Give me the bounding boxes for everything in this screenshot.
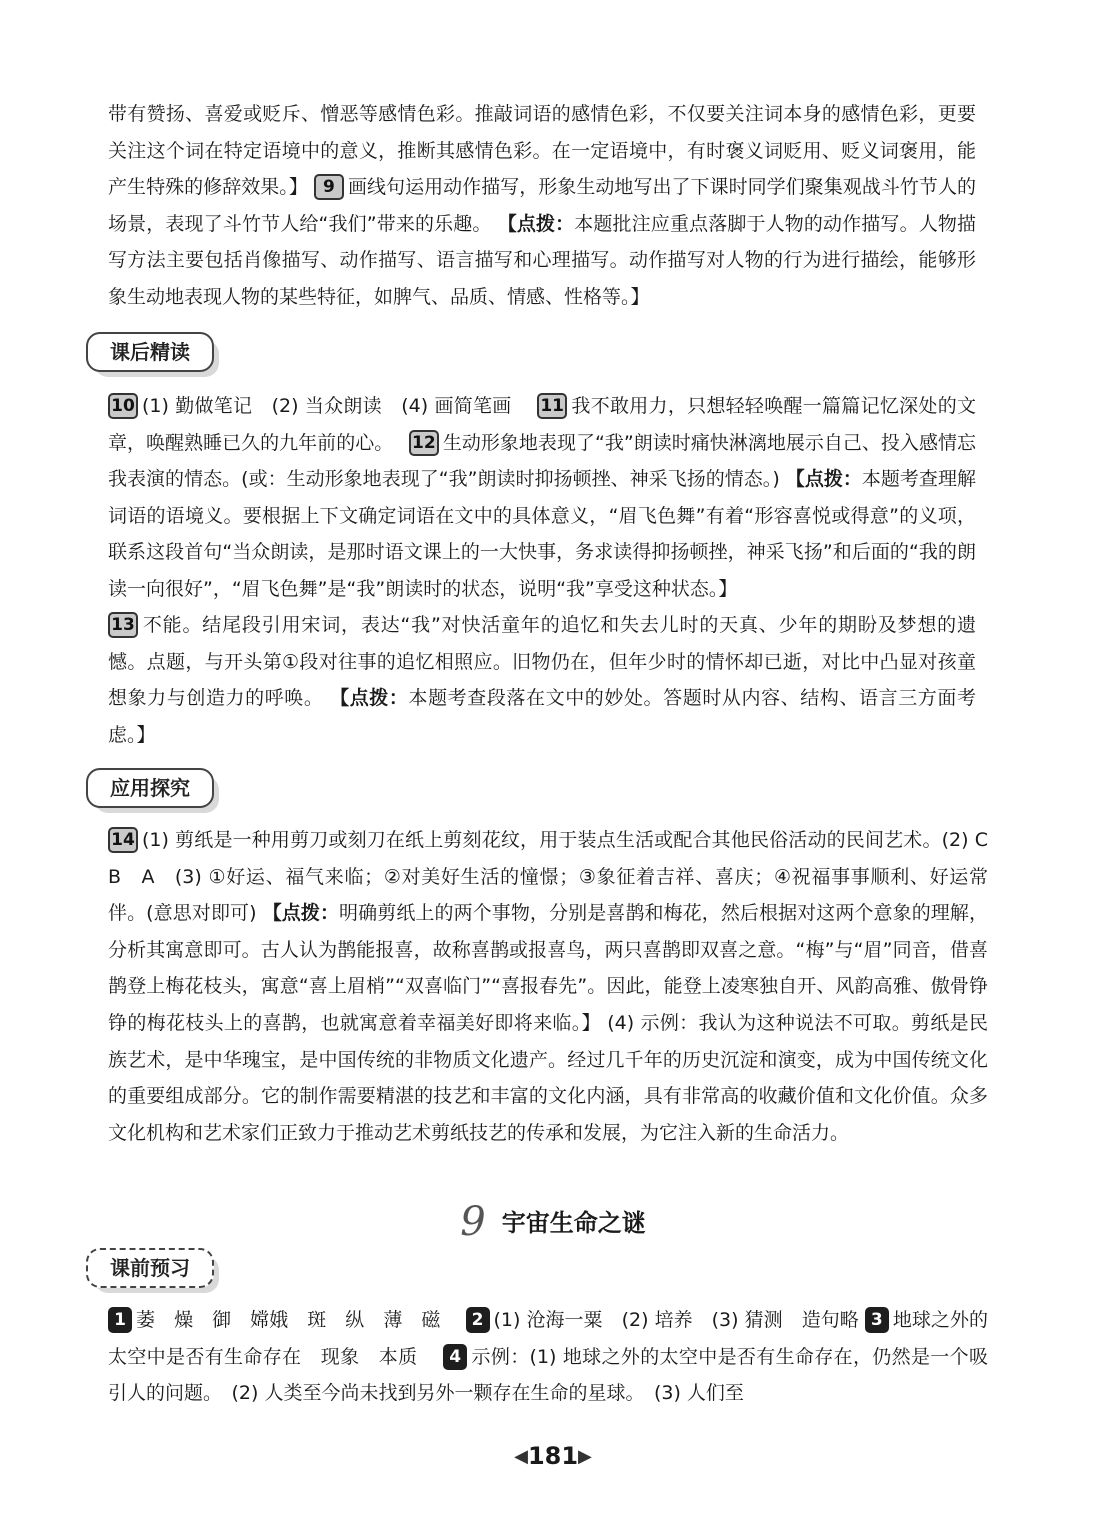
section3-paragraph <box>108 1302 988 1412</box>
question-number-9: 9 <box>314 174 344 200</box>
q9-tip-text: 本题批注应重点落脚于人物的动作描写。人物描写方法主要包括肖像描写、动作描写、语言描写和心理描写。动作描写对人物的行为进行描绘，能够形象生动地表现人物的某些特征，如脾气、品质、情感、性格等。】 <box>108 212 976 308</box>
page-number-value: 181 <box>527 1442 579 1470</box>
section-label-application: 应用探究 <box>86 768 214 808</box>
q12-tip-text: 本题考查理解词语的语境义。要根据上下文确定词语在文中的具体意义，“眉飞色舞”有着“形容喜悦或得意”的义项，联系这段首句“当众朗读，是那时语文课上的一大快事，务求读得抑扬顿挫，神采飞扬”和后面的“我的朗读一向很好”，“眉飞色舞”是“我”朗读时的状态，说明“我”享受这种状态。】 <box>108 468 976 600</box>
question-number-2: 2 <box>466 1307 490 1333</box>
q1-answer: 萎 燥 御 嫦娥 斑 纵 薄 磁 <box>136 1309 441 1331</box>
q3-answer: 地球之外的太空中是否有生命存在 现象 本质 <box>108 1309 988 1368</box>
intro-text: 带有赞扬、喜爱或贬斥、憎恶等感情色彩。推敲词语的感情色彩，不仅要关注词本身的感情色彩，更要关注这个词在特定语境中的意义，推断其感情色彩。在一定语境中，有时褒义词贬用、贬义词褒用，能产生特殊的修辞效果。】 <box>108 103 976 199</box>
q4-answer: 示例：(1) 地球之外的太空中是否有生命存在，仍然是一个吸引人的问题。 (2) 人类至今尚未找到另外一颗存在生命的星球。 (3) 人们至 <box>108 1345 988 1405</box>
question-number-3: 3 <box>865 1307 889 1333</box>
chapter-title: 宇宙生命之谜 <box>501 1209 646 1237</box>
q9-tip-label: 【点拨： <box>497 212 575 235</box>
page-number <box>0 1436 1106 1477</box>
question-number-1: 1 <box>108 1307 132 1333</box>
question-number-10: 10 <box>108 393 138 419</box>
left-arrow-icon: ◀ <box>514 1446 528 1467</box>
section2-paragraph <box>108 822 1008 1151</box>
question-number-4: 4 <box>443 1344 467 1370</box>
chapter-number: 9 <box>460 1199 486 1245</box>
q10-answer: (1) 勤做笔记 (2) 当众朗读 (4) 画简笔画 <box>142 395 512 417</box>
q14-answer-part1: (1) 剪纸是一种用剪刀或刻刀在纸上剪刻花纹，用于装点生活或配合其他民俗活动的民间艺术。(2) C B A (3) ①好运、福气来临；②对美好生活的憧憬；③象征着吉祥、喜庆；④祝福事事顺利、好运常伴。(意思对即可) <box>108 829 1008 925</box>
section1-paragraph <box>108 388 976 608</box>
q14-tip-label: 【点拨： <box>262 902 340 925</box>
right-arrow-icon: ▶ <box>578 1446 592 1467</box>
question-number-13: 13 <box>108 612 138 638</box>
q12-tip-label: 【点拨： <box>785 468 862 491</box>
chapter-heading <box>0 1197 1106 1247</box>
q12-answer: 生动形象地表现了“我”朗读时痛快淋漓地展示自己、投入感情忘我表演的情态。(或：生动形象地表现了“我”朗读时抑扬顿挫、神采飞扬的情态。) <box>108 431 976 491</box>
intro-paragraph <box>108 96 976 316</box>
q13-tip-text: 本题考查段落在文中的妙处。答题时从内容、结构、语言三方面考虑。】 <box>108 687 976 746</box>
q11-answer: 我不敢用力，只想轻轻唤醒一篇篇记忆深处的文章，唤醒熟睡已久的九年前的心。 <box>108 395 976 454</box>
question-number-11: 11 <box>537 393 567 419</box>
q13-paragraph <box>108 607 976 753</box>
q14-answer-part2: (4) 示例：我认为这种说法不可取。剪纸是民族艺术，是中华瑰宝，是中国传统的非物质文化遗产。经过几千年的历史沉淀和演变，成为中国传统文化的重要组成部分。它的制作需要精湛的技艺和丰富的文化内涵，具有非常高的收藏价值和文化价值。众多文化机构和艺术家们正致力于推动艺术剪纸技艺的传承和发展，为它注入新的生命活力。 <box>108 1011 988 1144</box>
section-label-reading: 课后精读 <box>86 332 214 372</box>
section-label-preview: 课前预习 <box>86 1248 214 1288</box>
question-number-14: 14 <box>108 827 138 853</box>
q9-answer: 画线句运用动作描写，形象生动地写出了下课时同学们聚集观战斗竹节人的场景，表现了斗竹节人给“我们”带来的乐趣。 <box>108 176 976 235</box>
q13-tip-label: 【点拨： <box>330 687 409 710</box>
q2-answer: (1) 沧海一粟 (2) 培养 (3) 猜测 造句略 <box>493 1309 859 1331</box>
q13-answer: 不能。结尾段引用宋词，表达“我”对快活童年的追忆和失去儿时的天真、少年的期盼及梦想的遗憾。点题，与开头第①段对往事的追忆相照应。旧物仍在，但年少时的情怀却已逝，对比中凸显对孩童想象力与创造力的呼唤。 <box>108 614 976 710</box>
question-number-12: 12 <box>409 430 439 456</box>
q14-tip-text: 明确剪纸上的两个事物，分别是喜鹊和梅花，然后根据对这两个意象的理解，分析其寓意即可。古人认为鹊能报喜，故称喜鹊或报喜鸟，两只喜鹊即双喜之意。“梅”与“眉”同音，借喜鹊登上梅花枝头，寓意“喜上眉梢”“双喜临门”“喜报春先”。因此，能登上凌寒独自开、风韵高雅、傲骨铮铮的梅花枝头上的喜鹊，也就寓意着幸福美好即将来临。】 <box>108 902 988 1034</box>
